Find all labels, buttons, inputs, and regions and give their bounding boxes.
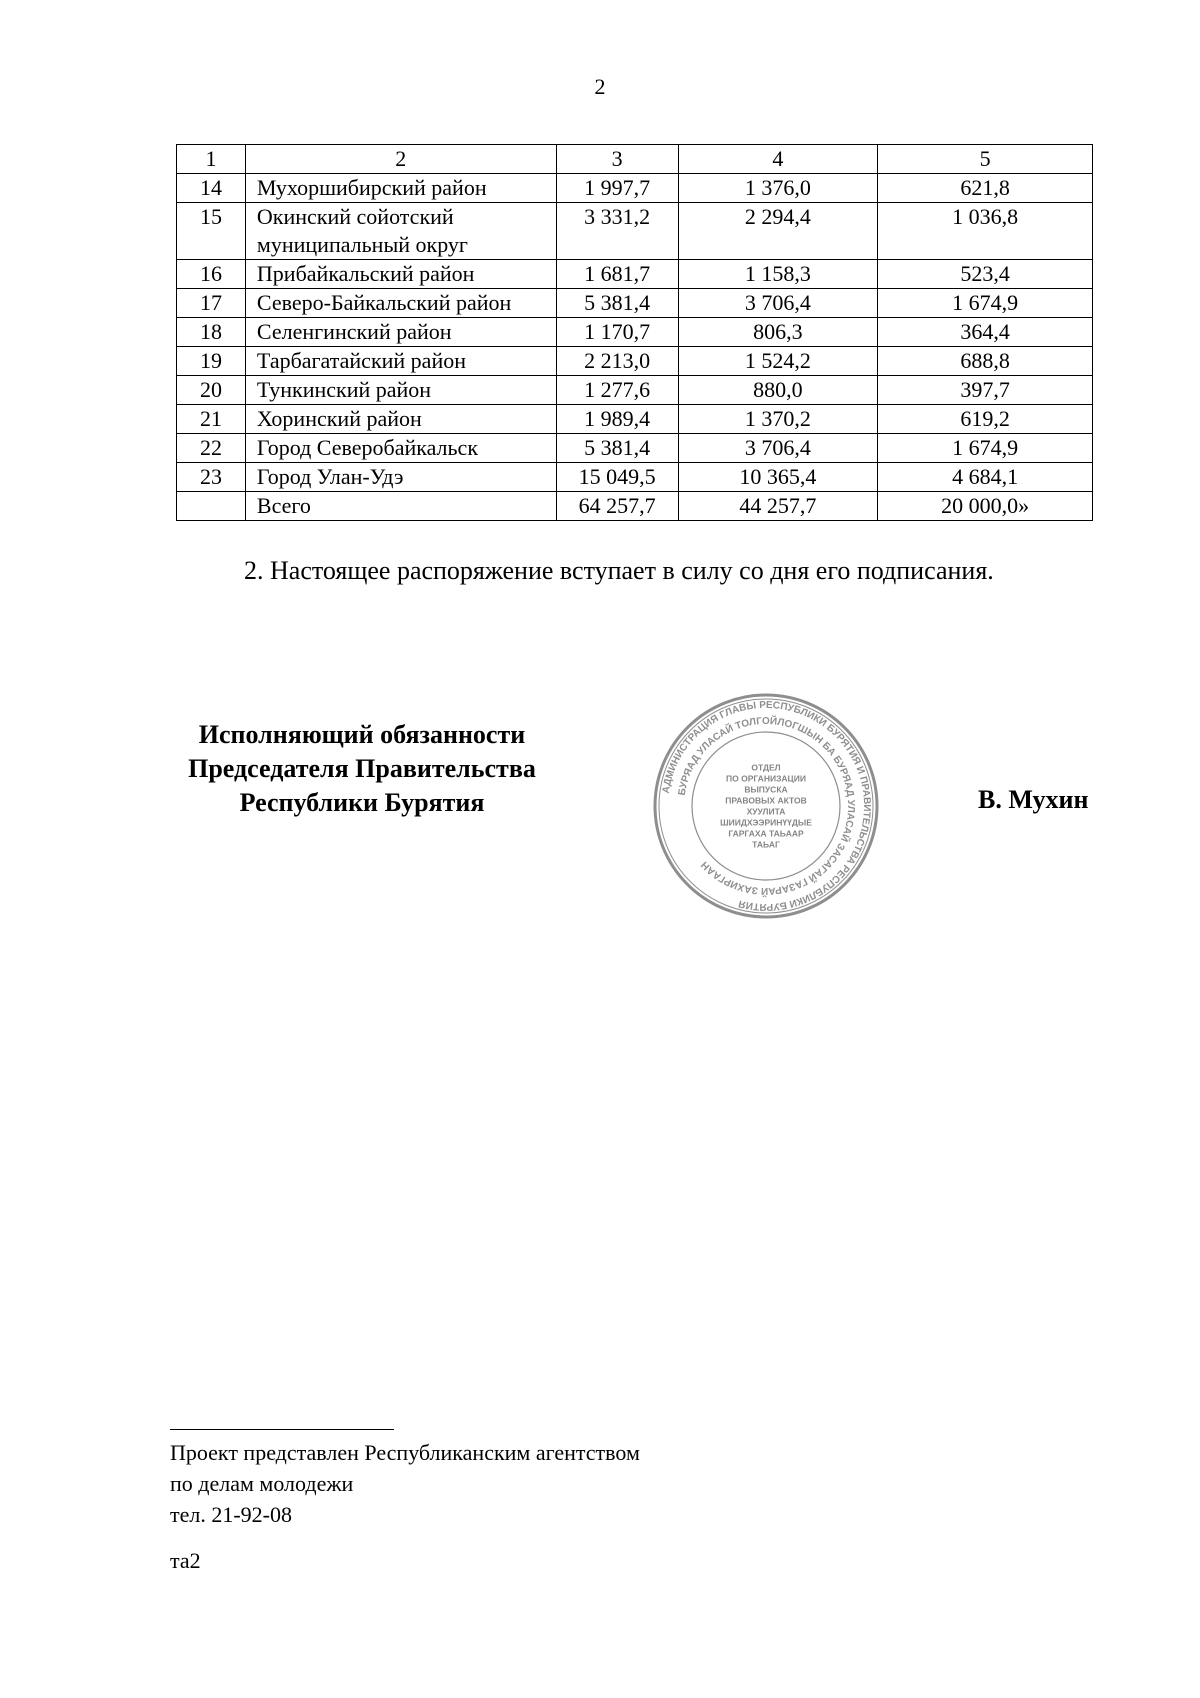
signatory-title xyxy=(160,718,564,820)
table-cell: 1 xyxy=(177,145,246,174)
page-number: 2 xyxy=(594,74,606,99)
table-cell xyxy=(177,492,246,521)
table-cell: 20 000,0» xyxy=(878,492,1093,521)
table-total-row xyxy=(177,492,1093,521)
stamp-center-line: ОТДЕЛ xyxy=(751,762,781,773)
table-cell: 4 684,1 xyxy=(878,463,1093,492)
signatory-title-line: Председателя Правительства xyxy=(188,754,536,783)
table-cell: 5 381,4 xyxy=(556,434,678,463)
table-cell: 2 294,4 xyxy=(678,203,878,260)
table-row xyxy=(177,434,1093,463)
table-cell: 3 706,4 xyxy=(678,434,878,463)
stamp-center-line: ХУУЛИТА xyxy=(746,806,786,817)
table-cell: 15 049,5 xyxy=(556,463,678,492)
table-cell: 364,4 xyxy=(878,318,1093,347)
table-header-row xyxy=(177,145,1093,174)
table-cell: 20 xyxy=(177,376,246,405)
table-cell: 523,4 xyxy=(878,260,1093,289)
table-row xyxy=(177,318,1093,347)
table-cell: Прибайкальский район xyxy=(245,260,556,289)
table-row xyxy=(177,376,1093,405)
table-row xyxy=(177,174,1093,203)
table-cell: 17 xyxy=(177,289,246,318)
table-cell: 10 365,4 xyxy=(678,463,878,492)
table-cell: 5 381,4 xyxy=(556,289,678,318)
table-cell: Тункинский район xyxy=(245,376,556,405)
table-row xyxy=(177,347,1093,376)
table-cell: Окинский сойотский муниципальный округ xyxy=(245,203,556,260)
table-cell: 44 257,7 xyxy=(678,492,878,521)
table-cell: Город Улан-Удэ xyxy=(245,463,556,492)
table-cell: 23 xyxy=(177,463,246,492)
signatory-name: В. Мухин xyxy=(978,785,1089,814)
table-cell: Селенгинский район xyxy=(245,318,556,347)
table-cell: Мухоршибирский район xyxy=(245,174,556,203)
table-cell: 688,8 xyxy=(878,347,1093,376)
table-cell: 1 674,9 xyxy=(878,289,1093,318)
table-cell: 806,3 xyxy=(678,318,878,347)
stamp-inner-text: БУРЯАД УЛАСАЙ ТОЛГОЙЛОГШЫН БА БУРЯАД УЛАСАЙ ЗАСАГАЙ ГАЗАРАЙ ЗАХИРГААН xyxy=(676,715,857,897)
table-row xyxy=(177,463,1093,492)
table-cell: 4 xyxy=(678,145,878,174)
table-cell: Тарбагатайский район xyxy=(245,347,556,376)
table-cell: 619,2 xyxy=(878,405,1093,434)
table-cell: 1 997,7 xyxy=(556,174,678,203)
stamp-center-line: ПО ОРГАНИЗАЦИИ xyxy=(726,773,806,784)
stamp-center-line: ШИИДХЭЭРИНҮҮДЫЕ xyxy=(720,817,812,828)
table-cell: Всего xyxy=(245,492,556,521)
stamp-center-line: ГАРГАХА ТАЬААР xyxy=(728,828,804,839)
allocation-table xyxy=(176,144,1093,521)
footer-note-line: Проект представлен Республиканским агентством xyxy=(170,1440,640,1465)
stamp-center-line: ВЫПУСКА xyxy=(744,784,788,795)
table-cell: Северо-Байкальский район xyxy=(245,289,556,318)
stamp-center-line: ПРАВОВЫХ АКТОВ xyxy=(725,795,807,806)
table-cell: 15 xyxy=(177,203,246,260)
table-cell: 21 xyxy=(177,405,246,434)
table-cell: 1 989,4 xyxy=(556,405,678,434)
table-cell: 1 170,7 xyxy=(556,318,678,347)
table-cell: 1 036,8 xyxy=(878,203,1093,260)
table-cell: 64 257,7 xyxy=(556,492,678,521)
signatory-title-line: Исполняющий обязанности xyxy=(198,720,526,749)
table-row xyxy=(177,405,1093,434)
table-cell: 1 524,2 xyxy=(678,347,878,376)
table-row xyxy=(177,260,1093,289)
table-row xyxy=(177,203,1093,260)
table-cell: 1 370,2 xyxy=(678,405,878,434)
table-cell: 2 xyxy=(245,145,556,174)
table-cell: 1 158,3 xyxy=(678,260,878,289)
table-cell: 1 277,6 xyxy=(556,376,678,405)
table-cell: 1 681,7 xyxy=(556,260,678,289)
stamp-outer-text: АДМИНИСТРАЦИЯ ГЛАВЫ РЕСПУБЛИКИ БУРЯТИЯ И ПРАВИТЕЛЬСТВА РЕСПУБЛИКИ БУРЯТИЯ xyxy=(660,699,873,913)
table-cell: 18 xyxy=(177,318,246,347)
table-cell: 22 xyxy=(177,434,246,463)
table-cell: 3 331,2 xyxy=(556,203,678,260)
table-cell: 5 xyxy=(878,145,1093,174)
effective-date-paragraph: 2. Настоящее распоряжение вступает в силу со дня его подписания. xyxy=(244,556,994,585)
table-cell: 880,0 xyxy=(678,376,878,405)
footer-divider xyxy=(170,1429,394,1430)
table-cell: Хоринский район xyxy=(245,405,556,434)
footer-note-line: тел. 21-92-08 xyxy=(170,1502,293,1527)
table-cell: 1 674,9 xyxy=(878,434,1093,463)
table-cell: 16 xyxy=(177,260,246,289)
stamp-center-line: ТАЬАГ xyxy=(752,839,780,850)
table-cell: 397,7 xyxy=(878,376,1093,405)
table-cell: 3 706,4 xyxy=(678,289,878,318)
table-cell: 1 376,0 xyxy=(678,174,878,203)
table-cell: 3 xyxy=(556,145,678,174)
table-cell: 621,8 xyxy=(878,174,1093,203)
signatory-title-line: Республики Бурятия xyxy=(239,788,485,817)
table-cell: 14 xyxy=(177,174,246,203)
document-code: та2 xyxy=(170,1548,201,1573)
table-row xyxy=(177,289,1093,318)
official-stamp xyxy=(650,690,882,922)
table-cell: 2 213,0 xyxy=(556,347,678,376)
footer-note xyxy=(170,1437,640,1530)
table-cell: Город Северобайкальск xyxy=(245,434,556,463)
table-cell: 19 xyxy=(177,347,246,376)
footer-note-line: по делам молодежи xyxy=(170,1471,354,1496)
